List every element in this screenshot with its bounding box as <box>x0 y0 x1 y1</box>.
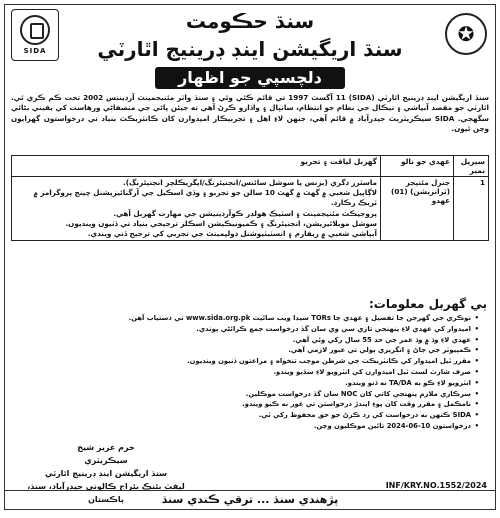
list-item: • اميدوار کي عهدي لاءِ پنهنجي تازي سي وي سان گڏ درخواست جمع ڪرائڻي پوندي. <box>11 324 479 335</box>
sindh-government-seal <box>443 9 489 59</box>
authority-title: سنڌ اريگيشن اينڊ ڊرينيج اٿارٽي <box>97 37 403 61</box>
list-item: • نوڪري جي گهرجن جا تفصيل ۽ عهدي جا TORs سيڊا ويب سائيٽ www.sida.org.pk تي دستياب آهن. <box>11 313 479 324</box>
list-item: • ڪمپيوٽر جي ڄاڻ ۽ انگريزي ٻولي تي عبور لازمي آهي. <box>11 345 479 356</box>
qualification-line: پروجيڪٽ مئنيجمينٽ ۽ اسٽيڪ هولڊر ڪوآرڊينيشن جي مهارت گهربل آهي. <box>113 208 377 218</box>
qualification-line: لاڳاپيل شعبي ۾ گهٽ ۾ گهٽ 10 سالن جو تجربو ۽ وڏي اسڪيل جي آرگنائيزيشنل چينج پروگرامز ۾ ٽريڪ رڪارڊ. <box>33 188 377 208</box>
list-item: • سرڪاري ملازم پنهنجي کاتي کان NOC سان گڏ درخواست موڪلين. <box>11 389 479 400</box>
list-item: • صرف شارٽ لسٽ ٿيل اميدوارن کي انٽرويو لاءِ سڏيو ويندو. <box>11 367 479 378</box>
sida-logo-text: SIDA <box>23 47 47 55</box>
footer <box>5 490 495 509</box>
header-post: عهدي جو نالو <box>381 156 454 177</box>
qualification-line: سوشل موبلائيزيشن، انجنيئرنگ ۽ ڪميونيڪيشن اسڪلز ترجيحي بنياد تي ڏٺيون وينديون. <box>65 218 377 228</box>
signatory-organization: سنڌ اريگيشن اينڊ ڊرينيج اٿارٽي <box>44 469 168 478</box>
signatory-name: خرم عزيز شيخ <box>77 443 135 452</box>
sindh-government-seal-icon: ✪ <box>445 13 487 55</box>
list-item: • انٽرويو لاءِ ڪو به TA/DA نه ڏنو ويندو. <box>11 378 479 389</box>
table-row <box>12 177 489 241</box>
header-serial: سيريل نمبر <box>454 156 489 177</box>
signatory-designation: سيڪريٽري <box>84 456 128 465</box>
list-item: • نامڪمل ۽ مقرر وقت کان پوءِ ايندڙ درخواستن تي غور نه ڪيو ويندو. <box>11 399 479 410</box>
list-item: • SIDA ڪنهن به درخواست کي رد ڪرڻ جو حق محفوظ رکي ٿي. <box>11 410 479 421</box>
cell-serial: 1 <box>454 177 489 241</box>
list-item: • مقرر ٿيل اميدوار کي ڪانٽريڪٽ جي شرطن موجب تنخواه ۽ مراعتون ڏنيون وينديون. <box>11 356 479 367</box>
cell-qualification <box>12 177 381 241</box>
intro-paragraph: سنڌ اريگيشن اينڊ ڊرينيج اٿارٽي (SIDA) 11 آگسٽ 1997 تي قائم ڪئي وئي ۽ سنڌ واٽر مئنيجمينٽ آرڊيننس 2002 تحت ڪم ڪري ٿي. اٿارٽي جو مقصد آبپاشي ۽ نيڪال جي نظام جو انتظام، سانڀال ۽ واڌارو ڪرڻ آهي ته جيئن پاڻي جي منصفاڻي ورهاست کي يقيني بڻائي سگهجي. SIDA سيڪريٽريٽ حيدرآباد ۾ قائم آهي، جنهن لاءِ اهل ۽ تجربيڪار اميدوارن کان ڪانٽريڪٽ بنياد تي درخواستون گهرايون وڃن ٿيون. <box>11 93 490 133</box>
list-item: • عهدي لاءِ وڌ ۾ وڌ عمر جي حد 55 سال رکي وئي آهي. <box>11 335 479 346</box>
reference-number: INF/KRY.NO.1552/2024 <box>385 481 487 490</box>
government-title: سنڌ حڪومت <box>185 9 315 33</box>
conditions-title: ٻي گهربل معلومات: <box>368 297 487 311</box>
list-item: • درخواستون 10-06-2024 تائين موڪليون وڃن. <box>11 421 479 432</box>
conditions-list <box>11 313 489 432</box>
expression-of-interest-banner: دلچسپي جو اظهار <box>155 67 345 89</box>
header-qualification: گهربل لياقت ۽ تجربو <box>12 156 381 177</box>
cell-post: جنرل مئنيجر (ٽرانزيشن) (01) عهدو <box>381 177 454 241</box>
qualification-line: ماسٽرز ڊگري (بزنس يا سوشل سائنس/انجنيئرنگ/ايگريڪلچر انجنيئرنگ). <box>123 178 377 187</box>
advertisement-page <box>4 4 496 510</box>
qualification-line: آبپاشي شعبي ۾ ريفارم ۽ انسٽيٽيوشنل ڊولپمينٽ جي تجربي کي ترجيح ڏني ويندي. <box>87 229 377 239</box>
jobs-table <box>11 155 489 241</box>
footer-slogan: پڙهندي سنڌ ... ترقي ڪندي سنڌ <box>161 493 339 506</box>
table-header-row <box>12 156 489 177</box>
header <box>5 5 495 71</box>
signatory-address: ليفٽ بئنڪ بئراج ڪالوني حيدرآباد، سنڌ، پاڪستان <box>27 482 185 504</box>
